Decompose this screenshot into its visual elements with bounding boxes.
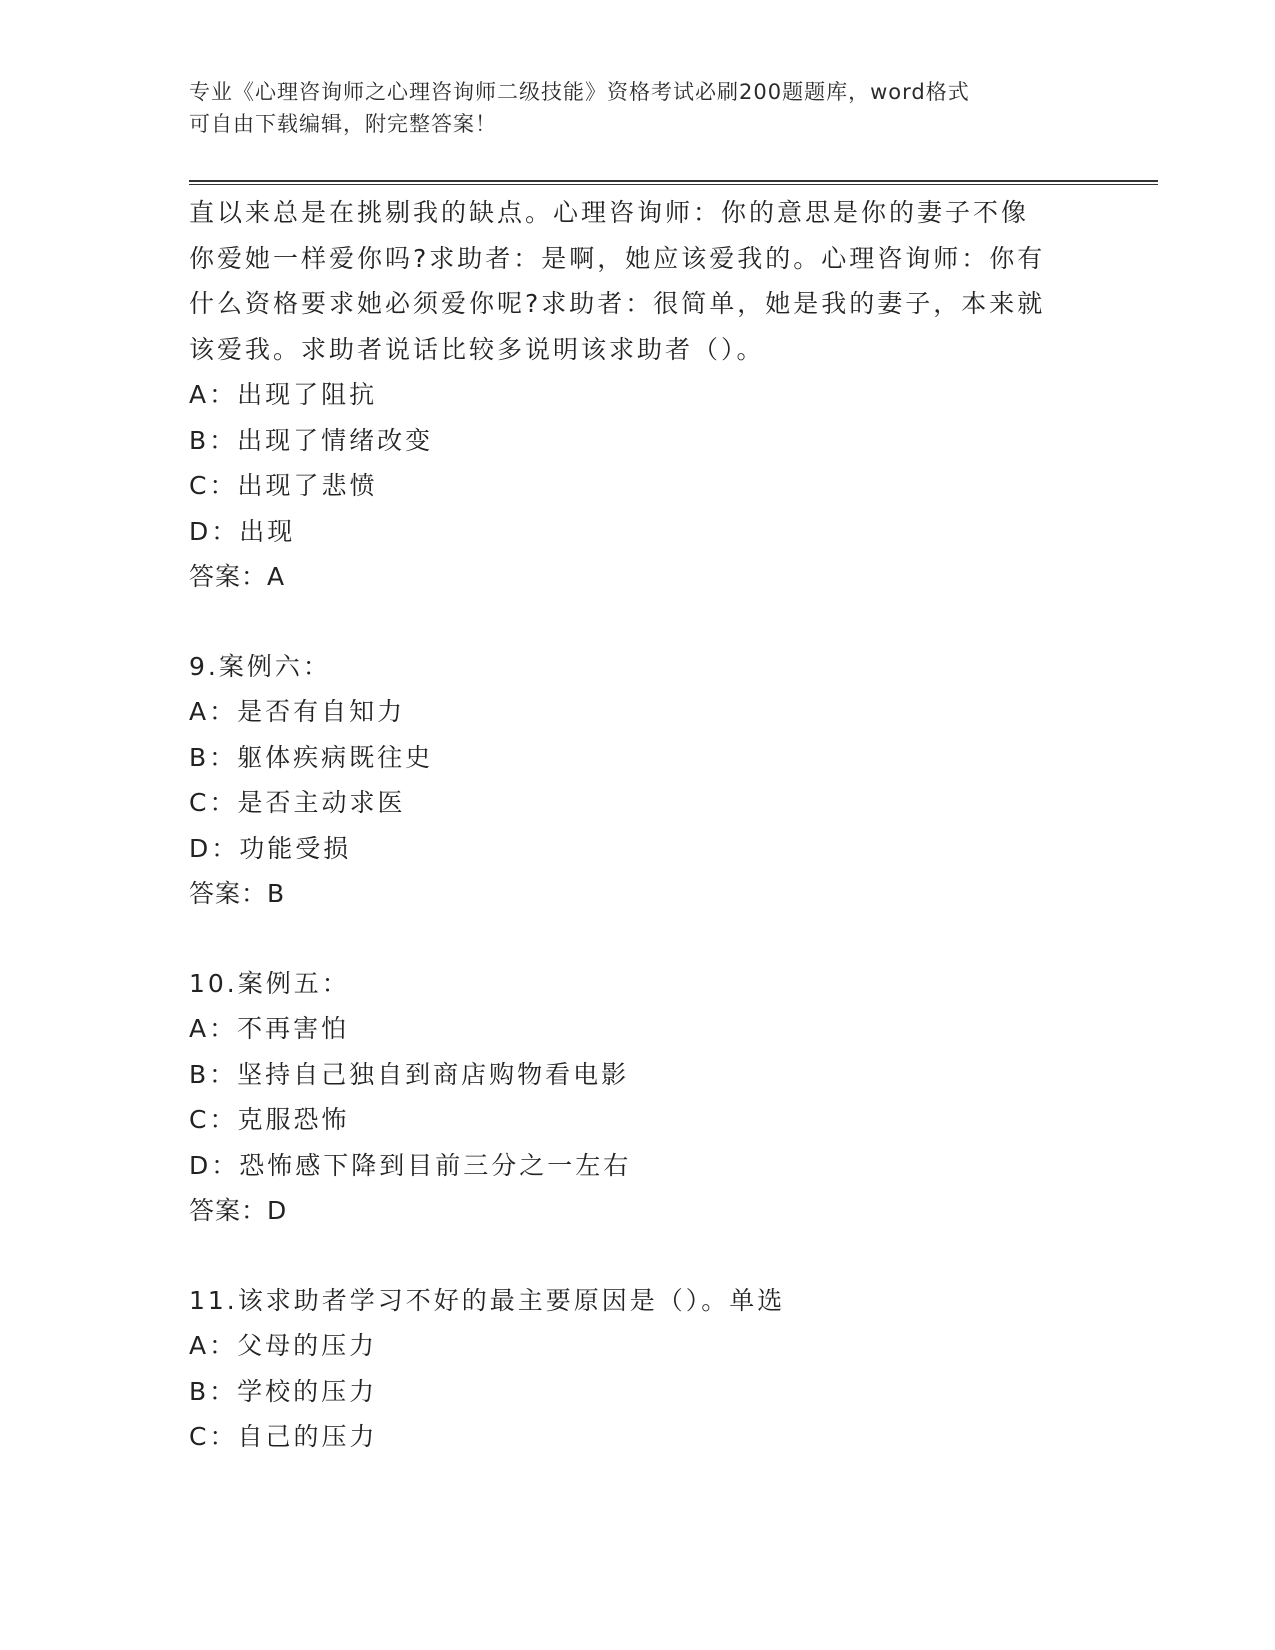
option-d: D：出现 — [189, 516, 296, 546]
answer-label: 答案：A — [189, 562, 286, 591]
question-stem: 9.案例六： — [189, 651, 331, 681]
question-9 — [189, 644, 1089, 917]
option-b: B：躯体疾病既往史 — [189, 742, 434, 772]
document-header — [189, 76, 1089, 140]
option-a: A：是否有自知力 — [189, 697, 406, 726]
option-b: B：学校的压力 — [189, 1376, 378, 1406]
option-d: D：功能受损 — [189, 833, 352, 863]
question-stem: 10.案例五： — [189, 968, 350, 998]
question-content — [189, 190, 1089, 1460]
question-8 — [189, 190, 1089, 600]
header-line-2: 可自由下载编辑，附完整答案！ — [189, 112, 497, 136]
header-divider-thin — [189, 184, 1158, 185]
option-b: B：坚持自己独自到商店购物看电影 — [189, 1059, 630, 1089]
header-line-1: 专业《心理咨询师之心理咨询师二级技能》资格考试必刷200题题库，word格式 — [189, 80, 970, 104]
question-spacer — [189, 917, 1089, 961]
option-c: C：是否主动求医 — [189, 788, 406, 817]
option-c: C：克服恐怖 — [189, 1105, 350, 1134]
option-a: A：出现了阻抗 — [189, 380, 378, 409]
question-10 — [189, 961, 1089, 1234]
option-a: A：父母的压力 — [189, 1331, 378, 1360]
option-c: C：自己的压力 — [189, 1422, 378, 1451]
option-c: C：出现了悲愤 — [189, 471, 378, 500]
question-stem: 11.该求助者学习不好的最主要原因是（）。单选 — [189, 1285, 786, 1315]
question-stem-line: 直以来总是在挑剔我的缺点。心理咨询师：你的意思是你的妻子不像 — [189, 198, 1030, 227]
option-a: A：不再害怕 — [189, 1014, 350, 1043]
question-spacer — [189, 1234, 1089, 1278]
option-d: D：恐怖感下降到目前三分之一左右 — [189, 1150, 632, 1180]
answer-label: 答案：B — [189, 879, 286, 908]
header-divider-thick — [189, 180, 1158, 182]
question-spacer — [189, 600, 1089, 644]
question-stem-line: 你爱她一样爱你吗?求助者：是啊，她应该爱我的。心理咨询师：你有 — [189, 243, 1046, 273]
question-stem-line: 什么资格要求她必须爱你呢?求助者：很简单，她是我的妻子，本来就 — [189, 289, 1046, 318]
question-stem-line: 该爱我。求助者说话比较多说明该求助者（）。 — [189, 334, 765, 364]
question-11 — [189, 1278, 1089, 1460]
answer-label: 答案：D — [189, 1196, 288, 1225]
option-b: B：出现了情绪改变 — [189, 425, 434, 455]
